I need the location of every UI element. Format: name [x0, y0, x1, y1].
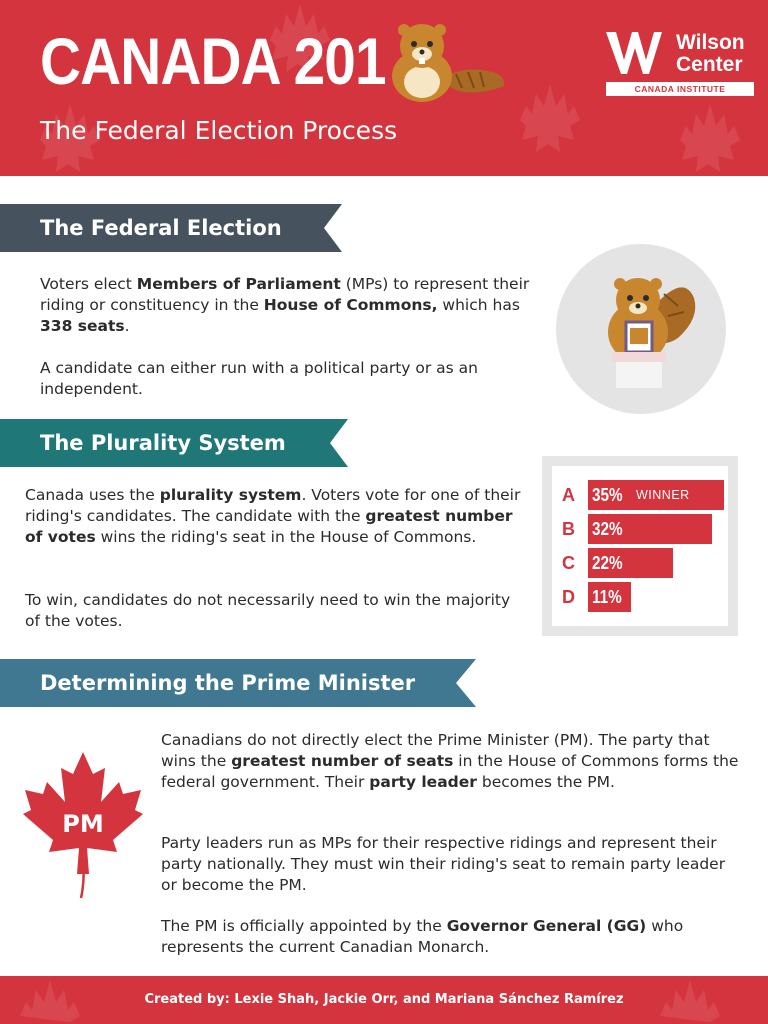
bar-row-a — [552, 480, 728, 510]
bar-value-label: 32% — [592, 519, 623, 539]
plurality-paragraph-2: To win, candidates do not necessarily need to win the majority of the votes. — [25, 591, 511, 630]
bar-value-label: 11% — [592, 587, 622, 607]
wilson-w-logo-icon — [606, 32, 662, 74]
bar-d — [588, 582, 631, 612]
winner-annotation: WINNER — [636, 488, 690, 502]
pm-paragraph-3: The PM is officially appointed by the Governor General (GG) who represents the current Canadian Monarch. — [161, 917, 684, 956]
bar-category-label: D — [562, 587, 575, 607]
pm-paragraph-1: Canadians do not directly elect the Prime Minister (PM). The party that wins the greatest number of seats in the House of Commons forms the federal government. Their party leader becomes the PM. — [161, 731, 739, 791]
footer-credits: Created by: Lexie Shah, Jackie Orr, and Mariana Sánchez Ramírez — [144, 992, 624, 1007]
bar-row-b — [552, 514, 728, 544]
chart-plot-area — [552, 466, 728, 626]
bar-a — [588, 480, 724, 510]
header-banner — [0, 0, 768, 176]
pm-maple-leaf — [22, 750, 144, 900]
footer-banner — [0, 976, 768, 1024]
federal-election-paragraph-2: A candidate can either run with a political party or as an independent. — [40, 359, 478, 398]
vote-share-chart — [542, 456, 738, 636]
section-heading-federal-election: The Federal Election — [40, 216, 282, 240]
logo-name-line2: Center — [676, 53, 743, 76]
section-banner-prime-minister — [0, 659, 476, 707]
section-banner-federal-election — [0, 204, 342, 252]
logo-name — [676, 32, 745, 76]
page-subtitle: The Federal Election Process — [40, 116, 398, 145]
section-banner-plurality — [0, 419, 348, 467]
logo-name-line1: Wilson — [676, 31, 745, 54]
plurality-paragraph-1: Canada uses the plurality system. Voters vote for one of their riding's candidates. The candidate with the greatest number of votes wins the riding's seat in the House of Commons. — [25, 486, 521, 546]
bar-b — [588, 514, 712, 544]
beaver-ballot-podium-icon — [556, 244, 726, 414]
bar-row-d — [552, 582, 728, 612]
logo-institute-label: CANADA INSTITUTE — [606, 82, 754, 96]
bar-category-label: C — [562, 553, 575, 573]
bar-category-label: B — [562, 519, 575, 539]
bar-c — [588, 548, 673, 578]
bar-value-label: 35% — [592, 485, 623, 505]
section-heading-plurality: The Plurality System — [40, 431, 286, 455]
bar-value-label: 22% — [592, 553, 623, 573]
page-title: CANADA 201 — [40, 24, 386, 98]
section-heading-prime-minister: Determining the Prime Minister — [40, 671, 416, 695]
federal-election-paragraph-1: Voters elect Members of Parliament (MPs) to represent their riding or constituency in the House of Commons, which has 338 seats. — [40, 275, 530, 335]
beaver-mascot-icon — [382, 22, 507, 107]
pm-label: PM — [62, 810, 104, 838]
bar-category-label: A — [562, 485, 575, 505]
bar-row-c — [552, 548, 728, 578]
wilson-center-logo[interactable] — [606, 32, 754, 96]
pm-paragraph-2: Party leaders run as MPs for their respective ridings and represent their party nationally. They must win their riding's seat to remain party leader or become the PM. — [161, 834, 726, 894]
